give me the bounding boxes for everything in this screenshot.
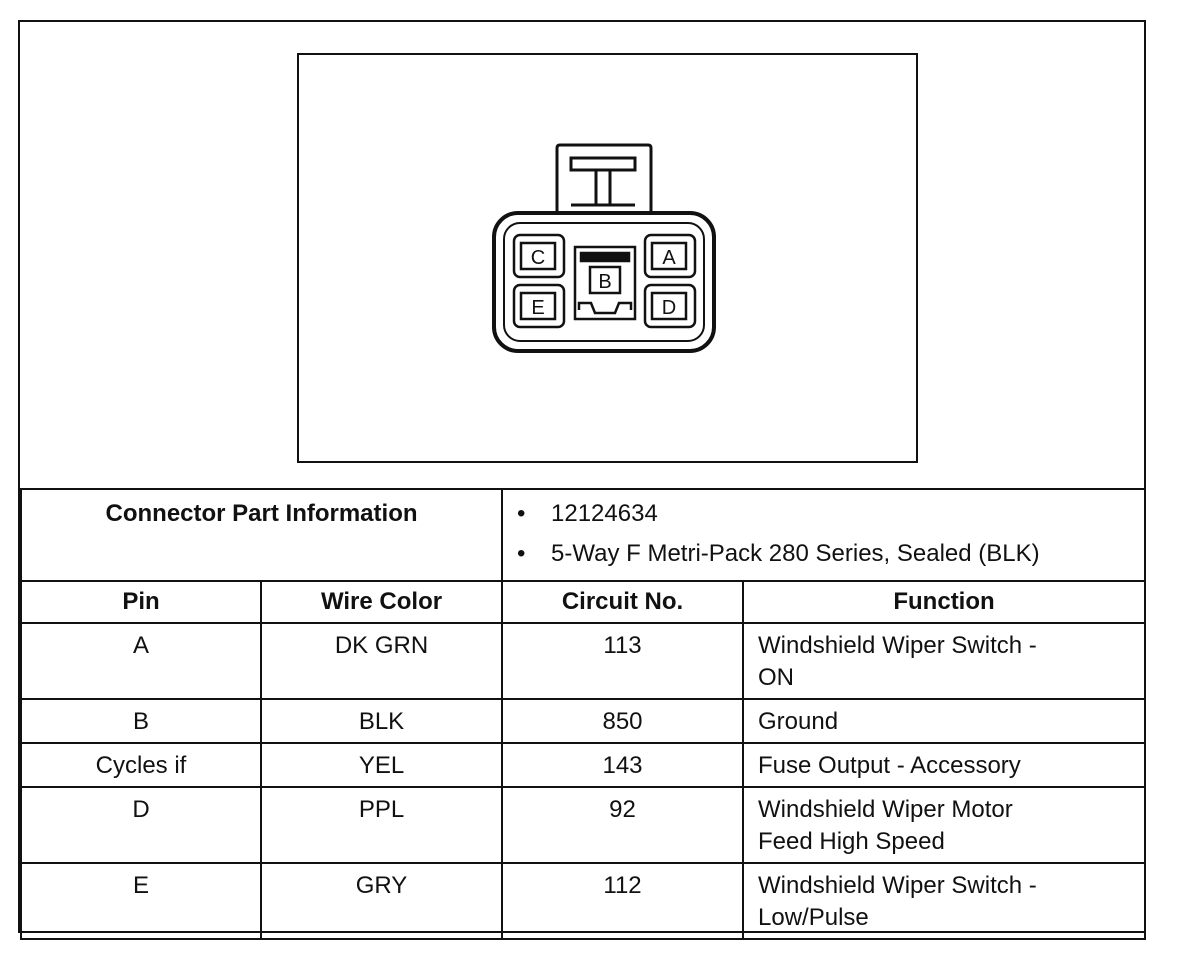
pin-label-d: D — [661, 297, 677, 319]
circuit-cell: 850 — [502, 699, 743, 743]
pin-cell: D — [21, 787, 261, 863]
pin-cell: A — [21, 623, 261, 699]
header-row — [21, 581, 1145, 623]
wire-color-cell: PPL — [261, 787, 502, 863]
function-line: Windshield Wiper Switch - — [758, 872, 1037, 899]
circuit-cell: 92 — [502, 787, 743, 863]
connector-info-table — [20, 488, 1146, 940]
function-cell — [743, 787, 1145, 863]
function-line: Fuse Output - Accessory — [758, 752, 1021, 779]
pin-label-b: B — [598, 271, 612, 293]
table-row — [21, 787, 1145, 863]
function-cell — [743, 623, 1145, 699]
function-line: Feed High Speed — [758, 828, 945, 855]
col-header-circuit: Circuit No. — [502, 581, 743, 623]
col-header-pin: Pin — [21, 581, 261, 623]
wire-color-cell: DK GRN — [261, 623, 502, 699]
function-line: Ground — [758, 708, 839, 735]
col-header-function: Function — [743, 581, 1145, 623]
part-number: • 12124634 — [517, 494, 1144, 534]
pin-label-a: A — [662, 247, 676, 269]
connector-document — [18, 20, 1146, 933]
pin-label-c: C — [530, 247, 546, 269]
function-line: Low/Pulse — [758, 904, 869, 931]
wire-color-cell: BLK — [261, 699, 502, 743]
function-cell — [743, 699, 1145, 743]
part-info-label: Connector Part Information — [21, 489, 502, 581]
circuit-cell: 113 — [502, 623, 743, 699]
circuit-cell: 112 — [502, 863, 743, 939]
pin-cell: B — [21, 699, 261, 743]
pin-cell: E — [21, 863, 261, 939]
function-cell — [743, 743, 1145, 787]
diagram-area — [20, 22, 1144, 488]
function-line: ON — [758, 664, 795, 691]
table-row — [21, 699, 1145, 743]
part-description: • 5-Way F Metri-Pack 280 Series, Sealed (BLK) — [517, 534, 1144, 574]
function-line: Windshield Wiper Switch - — [758, 632, 1037, 659]
table-row — [21, 743, 1145, 787]
part-info-row — [21, 489, 1145, 581]
pin-label-e: E — [531, 297, 545, 319]
part-info-list — [503, 490, 1144, 578]
wire-color-cell: YEL — [261, 743, 502, 787]
function-line: Windshield Wiper Motor — [758, 796, 1013, 823]
wire-color-cell: GRY — [261, 863, 502, 939]
circuit-cell: 143 — [502, 743, 743, 787]
connector-latch — [557, 145, 651, 213]
pin-cell: Cycles if — [21, 743, 261, 787]
connector-diagram — [299, 55, 916, 461]
function-cell — [743, 863, 1145, 939]
table-row — [21, 863, 1145, 939]
part-info-cell — [502, 489, 1145, 581]
col-header-wire-color: Wire Color — [261, 581, 502, 623]
connector-diagram-frame — [297, 53, 918, 463]
table-row — [21, 623, 1145, 699]
